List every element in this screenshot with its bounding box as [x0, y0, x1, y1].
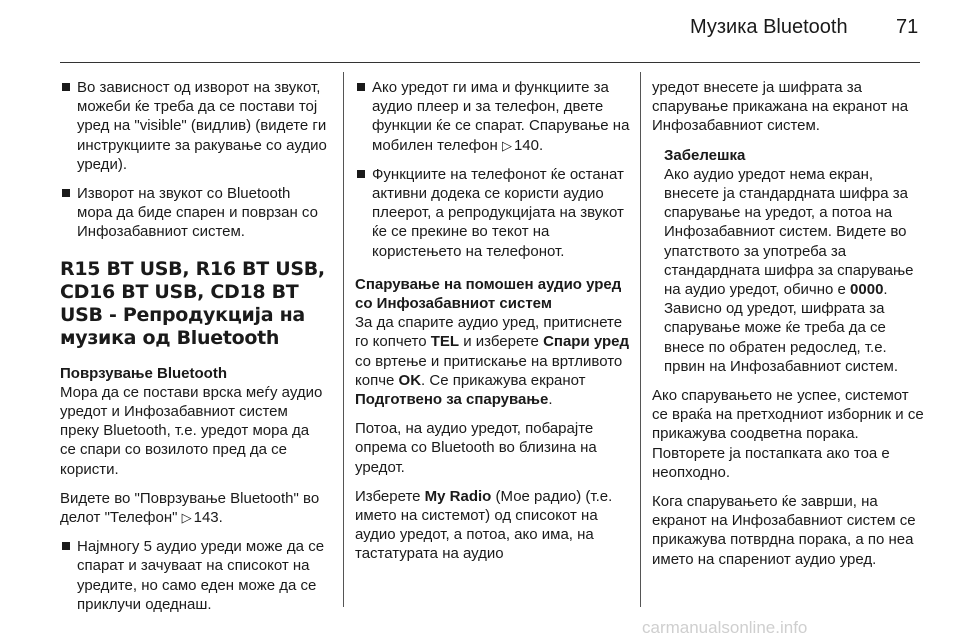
page-reference[interactable]: 140. [513, 136, 544, 154]
column-divider-2 [640, 72, 641, 607]
bullet-text: Ако уредот ги има и функциите за аудио плеер и за телефон, двете функции ќе се спарат. Спарување на мобилен телефон [372, 79, 630, 154]
section-heading: R15 BT USB, R16 BT USB, CD16 BT USB, CD18 BT USB - Репродукција на музика од Bluetooth [60, 257, 325, 349]
paragraph-text: За да спарите аудио уред, притиснете го копчето [355, 314, 623, 351]
paragraph [355, 487, 631, 564]
bullet-item: Во зависност од изворот на звукот, можеби ќе треба да се постави тој уред на "visible" (видлив) (видете ги инструкциите за ракување со аудио уреди). [60, 78, 328, 174]
paragraph: уредот внесете ја шифрата за спарување прикажана на екранот на Инфозабавниот систем. [652, 79, 909, 135]
column-divider-1 [343, 72, 344, 607]
page-reference[interactable]: 143. [193, 509, 223, 527]
column-2 [355, 78, 631, 574]
subsection-heading: Спарување на помошен аудио уред со Инфозабавниот систем [355, 275, 622, 313]
watermark: carmanualsonline.info [642, 618, 808, 637]
paragraph [355, 313, 631, 409]
paragraph-text: Ако аудио уредот нема екран, внесете ја стандардната шифра за спарување на уредот, а потоа на Инфозабавниот систем. Видете во упатството за употреба за стандардната шифра за спарување на аудио уредот, обично е [664, 165, 914, 299]
bullet-item: Изворот на звукот со Bluetooth мора да биде спарен и поврзан со Инфозабавниот систем. [60, 184, 328, 242]
button-name-tel: TEL [430, 333, 460, 351]
paragraph: Потоа, на аудио уредот, побарајте опрема со Bluetooth во близина на уредот. [355, 420, 597, 476]
paragraph-text: и изберете [463, 333, 539, 351]
bullet-item: Функциите на телефонот ќе останат активни додека се користи аудио плеерот, а репродукцијата на звукот ќе се прекине во текот на користењето на телефонот. [355, 165, 631, 261]
paragraph-text: . Се прикажува екранот [421, 371, 586, 389]
page-header-title: Музика Bluetooth [690, 16, 848, 38]
screen-name-ready: Подготвено за спарување [355, 391, 549, 409]
bullet-item: Најмногу 5 аудио уреди може да се спарат и зачуваат на списокот на уредите, но само еден може да се приклучи одеднаш. [60, 537, 328, 614]
paragraph-text: (Мое радио) (т.е. името на системот) од списокот на аудио уредот, а потоа, ако има, на тастатурата на аудио [355, 487, 613, 563]
paragraph-text: Видете во "Поврзување Bluetooth" во делот "Телефон" [60, 489, 320, 527]
header-divider [60, 62, 920, 63]
note-heading: Забелешка [664, 146, 746, 164]
note-block [652, 146, 924, 376]
paragraph: Ако спарувањето не успее, системот се враќа на претходниот изборник и се прикажува соодветна порака. Повторете ја постапката ако тоа е неопходно. [652, 387, 924, 481]
note-text [664, 165, 924, 376]
page-reference-icon: ▷ [181, 510, 192, 526]
page-number: 71 [896, 16, 919, 38]
menu-item-pair-device: Спари уред [543, 333, 630, 351]
paragraph: Кога спарувањето ќе заврши, на екранот на Инфозабавниот систем се прикажува потврдна порака, а по неа името на спарениот аудио уред. [652, 493, 916, 568]
default-pairing-code: 0000 [850, 281, 884, 299]
system-name-my-radio: My Radio [424, 487, 492, 505]
paragraph-text: Изберете [355, 487, 421, 505]
button-name-ok: OK [398, 371, 422, 389]
paragraph-text: . [548, 391, 553, 409]
subsection-heading: Поврзување Bluetooth [60, 364, 228, 382]
paragraph-text: . Зависно од уредот, шифрата за спарување може ќе треба да се внесе по обратен редослед, т.е. првин на Инфозабавниот систем. [664, 281, 899, 375]
page-reference-icon: ▷ [501, 137, 512, 153]
paragraph-text: со вртење и притискање на вртливото копче [355, 352, 623, 389]
column-3 [652, 78, 924, 579]
paragraph [60, 489, 328, 527]
bullet-item [355, 78, 631, 155]
column-1 [60, 78, 328, 624]
paragraph: Мора да се постави врска меѓу аудио уредот и Инфозабавниот систем преку Bluetooth, т.е. уредот мора да се спари со возилото пред да се користи. [60, 383, 323, 478]
